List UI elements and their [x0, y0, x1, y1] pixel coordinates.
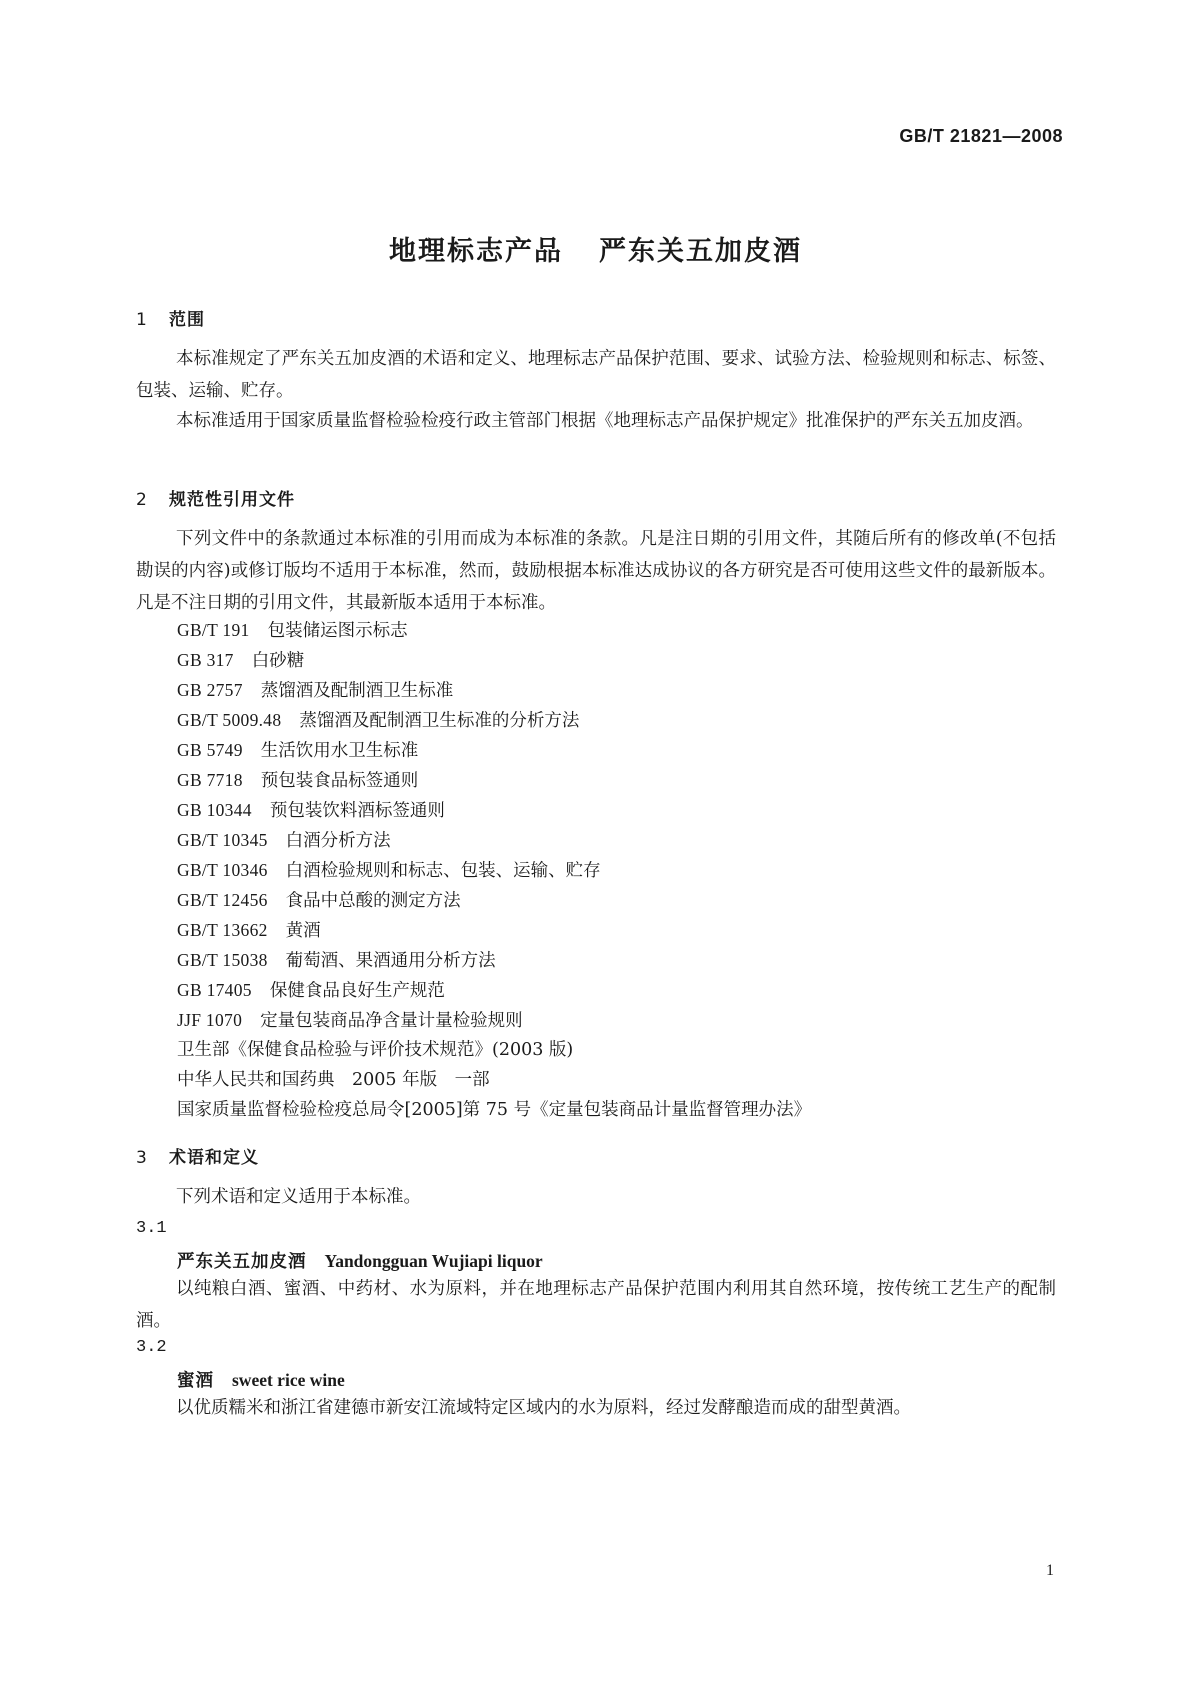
page-number: 1 — [1046, 1562, 1054, 1579]
reference-title: 白酒检验规则和标志、包装、运输、贮存 — [285, 861, 601, 881]
reference-title: 预包装食品标签通则 — [260, 771, 419, 791]
reference-code: GB/T 12456 — [177, 890, 268, 910]
reference-code: GB/T 191 — [177, 620, 250, 640]
section-1-paragraph-1: 本标准规定了严东关五加皮酒的术语和定义、地理标志产品保护范围、要求、试验方法、检验规则和标志、标签、包装、运输、贮存。 — [136, 349, 1056, 401]
reference-item — [177, 884, 461, 917]
term-name-zh: 蜜酒 — [177, 1371, 214, 1391]
term-name — [177, 1248, 543, 1273]
reference-item — [177, 914, 321, 947]
reference-title: 定量包装商品净含量计量检验规则 — [260, 1011, 523, 1031]
standard-code: GB/T 21821—2008 — [899, 126, 1063, 146]
section-title: 术语和定义 — [169, 1148, 259, 1168]
reference-item — [177, 944, 496, 977]
reference-item — [177, 764, 418, 797]
reference-item — [177, 1004, 523, 1037]
reference-title: 蒸馏酒及配制酒卫生标准的分析方法 — [299, 711, 580, 731]
section-number: 3 — [136, 1148, 148, 1168]
reference-title: 预包装饮料酒标签通则 — [269, 801, 445, 821]
term-name-en: Yandongguan Wujiapi liquor — [324, 1251, 543, 1271]
term-name-en: sweet rice wine — [232, 1370, 345, 1390]
document-title — [0, 229, 1191, 268]
term-definition: 以优质糯米和浙江省建德市新安江流域特定区域内的水为原料，经过发酵酿造而成的甜型黄酒。 — [176, 1398, 911, 1418]
reference-code: GB 10344 — [177, 800, 252, 820]
section-1-paragraph-2: 本标准适用于国家质量监督检验检疫行政主管部门根据《地理标志产品保护规定》批准保护的严东关五加皮酒。 — [176, 411, 1034, 431]
reference-item — [177, 854, 601, 887]
title-part-2: 严东关五加皮酒 — [599, 236, 802, 267]
term-name-zh: 严东关五加皮酒 — [177, 1252, 307, 1272]
reference-item — [177, 974, 445, 1007]
reference-code: GB 2757 — [177, 680, 243, 700]
reference-code: GB/T 13662 — [177, 920, 268, 940]
reference-title: 生活饮用水卫生标准 — [260, 741, 419, 761]
reference-item — [177, 734, 418, 767]
reference-title: 白砂糖 — [251, 651, 305, 671]
section-title: 规范性引用文件 — [169, 490, 295, 510]
reference-title: 葡萄酒、果酒通用分析方法 — [285, 951, 496, 971]
reference-item — [177, 794, 445, 827]
reference-item: 卫生部《保健食品检验与评价技术规范》(2003 版) — [177, 1040, 574, 1060]
reference-code: GB 17405 — [177, 980, 252, 1000]
section-2-intro: 下列文件中的条款通过本标准的引用而成为本标准的条款。凡是注日期的引用文件，其随后所有的修改单(不包括勘误的内容)或修订版均不适用于本标准，然而，鼓励根据本标准达成协议的各方研究是否可使用这些文件的最新版本。凡是不注日期的引用文件，其最新版本适用于本标准。 — [136, 529, 1056, 613]
title-part-1: 地理标志产品 — [389, 236, 563, 267]
section-3-intro: 下列术语和定义适用于本标准。 — [176, 1187, 421, 1207]
reference-code: GB 5749 — [177, 740, 243, 760]
reference-item — [177, 674, 453, 707]
reference-code: GB/T 10346 — [177, 860, 268, 880]
section-title: 范围 — [169, 310, 205, 330]
term-name — [177, 1367, 345, 1392]
reference-item — [177, 644, 304, 677]
reference-item — [177, 614, 408, 647]
reference-item — [177, 704, 579, 737]
section-number: 2 — [136, 490, 148, 510]
reference-title: 白酒分析方法 — [285, 831, 391, 851]
section-number: 1 — [136, 310, 148, 330]
reference-title: 黄酒 — [285, 921, 321, 941]
section-1-heading — [136, 305, 205, 330]
reference-code: GB/T 10345 — [177, 830, 268, 850]
reference-title: 保健食品良好生产规范 — [269, 981, 445, 1001]
term-definition: 以纯粮白酒、蜜酒、中药材、水为原料，并在地理标志产品保护范围内利用其自然环境，按传统工艺生产的配制酒。 — [136, 1279, 1056, 1331]
section-3-heading — [136, 1143, 259, 1168]
term-number: 3.2 — [136, 1338, 167, 1357]
reference-code: GB/T 5009.48 — [177, 710, 282, 730]
section-2-heading — [136, 485, 295, 510]
reference-item: 中华人民共和国药典 2005 年版 一部 — [177, 1070, 490, 1090]
reference-item — [177, 824, 391, 857]
reference-code: GB 317 — [177, 650, 234, 670]
reference-title: 蒸馏酒及配制酒卫生标准 — [260, 681, 454, 701]
reference-code: GB 7718 — [177, 770, 243, 790]
reference-item: 国家质量监督检验检疫总局令[2005]第 75 号《定量包装商品计量监督管理办法》 — [177, 1100, 812, 1120]
reference-title: 食品中总酸的测定方法 — [285, 891, 461, 911]
reference-code: GB/T 15038 — [177, 950, 268, 970]
reference-code: JJF 1070 — [177, 1010, 243, 1030]
term-number: 3.1 — [136, 1219, 167, 1238]
reference-title: 包装储运图示标志 — [267, 621, 408, 641]
